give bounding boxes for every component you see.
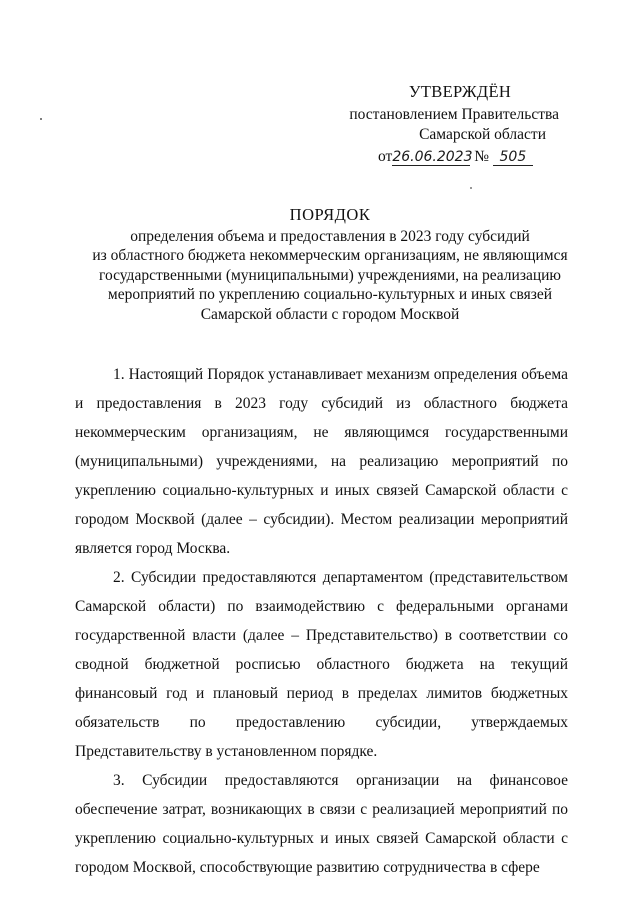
handwritten-number: 505 bbox=[493, 149, 533, 166]
document-title-block bbox=[60, 205, 600, 324]
title-line: мероприятий по укреплению социально-культурных и иных связей bbox=[107, 286, 553, 303]
handwritten-date: 26.06.2023 bbox=[392, 149, 473, 165]
scan-speck bbox=[470, 187, 472, 189]
paragraph-1: 1. Настоящий Порядок устанавливает механизм определения объема и предоставления в 2023 году субсидий из областного бюджета некоммерческим организациям, не являющимся государственными (муниципальными) учреждениями, на реализацию мероприятий по укреплению социально-культурных и иных связей Самарской области с городом Москвой (далее – субсидии). Местом реализации мероприятий является город Москва. bbox=[75, 366, 568, 557]
approval-line-region: Самарской области bbox=[419, 126, 546, 143]
title-line: государственными (муниципальными) учреждениями, на реализацию bbox=[99, 266, 561, 284]
title-line: Самарской области с городом Москвой bbox=[200, 305, 460, 323]
scan-speck bbox=[40, 118, 42, 120]
title-line: из областного бюджета некоммерческим организациям, не являющимся bbox=[92, 247, 568, 264]
title-line: определения объема и предоставления в 2023 году субсидий bbox=[130, 227, 530, 245]
approval-stamp-block bbox=[345, 82, 575, 167]
approval-date-line bbox=[345, 147, 575, 167]
document-body bbox=[75, 360, 568, 882]
approval-heading: УТВЕРЖДЁН bbox=[408, 82, 512, 101]
date-prefix: от bbox=[378, 148, 393, 165]
approval-line-resolution: постановлением Правительства bbox=[349, 106, 559, 123]
paragraph-3: 3. Субсидии предоставляются организации на финансовое обеспечение затрат, возникающих в связи с реализацией мероприятий по укреплению социально-культурных и иных связей Самарской области с городом Москвой, способствующие развитию сотрудничества в сфере bbox=[75, 772, 568, 876]
number-prefix: № bbox=[474, 148, 489, 165]
paragraph-2: 2. Субсидии предоставляются департаментом (представительством Самарской области) по взаимодействию с федеральными органами государственной власти (далее – Представительство) в соответствии со сводной бюджетной росписью областного бюджета на текущий финансовый год и плановый период в пределах лимитов бюджетных обязательств по предоставлению субсидии, утверждаемых Представительству в установленном порядке. bbox=[75, 569, 568, 760]
document-title: ПОРЯДОК bbox=[289, 205, 371, 224]
